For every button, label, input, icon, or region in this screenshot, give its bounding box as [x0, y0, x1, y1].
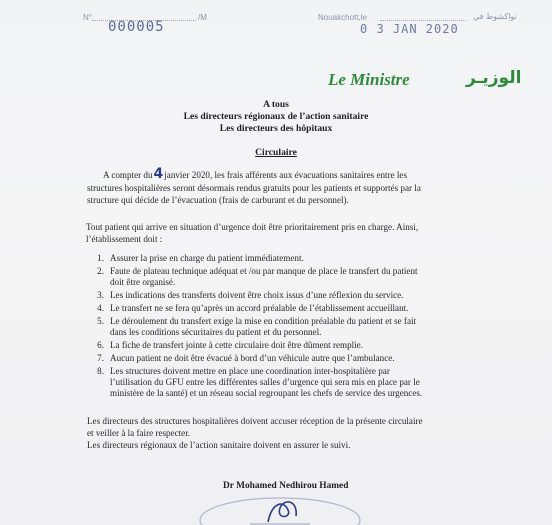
paragraph-2-line-1: Tout patient qui arrive en situation d’urgence doit être prioritairement pris en charge. Ainsi,: [86, 222, 419, 232]
m-label: /M: [198, 13, 207, 22]
arabic-date-label: نواكشوط في: [473, 12, 517, 21]
closing-line-3: Les directeurs régionaux de l’action sanitaire doivent en assurer le suivi.: [87, 440, 351, 450]
paragraph-2-line-2: l’établissement doit :: [86, 234, 163, 244]
date-stamp: 0 3 JAN 2020: [360, 22, 459, 36]
ministre-title-fr: Le Ministre: [328, 70, 410, 89]
obligations-list: 1. Assurer la prise en charge du patient immédiatement. 2. Faute de plateau technique adéquat et /ou par manque de place le transfert du patient doit être organisé. 3. Les indications des transferts doivent être choix issus d’une réflexion du service. 4. Le transfert ne se fera qu’après un accord préalable de l’établissement accueillant. 5. Le déroulement du transfert exige la mise en condition préalable du patient et se fait dans les conditions sécuritaires du patient et du personnel. 6. La fiche de transfert jointe à cette circulaire doit être dûment remplie. 7. Aucun patient ne doit être évacué à bord d’un véhicule autre que l’ambulance. 8. Les structures doivent mettre en place une coordination inter-hospitalière par l’utilisation du GFU entre les différentes salles d’urgence qui sera mis en place par le ministère de la santé) et un réseau social regroupant les chefs de service des urgences.: [97, 253, 423, 398]
signature-mark-icon: [180, 490, 380, 525]
number-label: N°: [83, 13, 92, 22]
document-type-title: Circulaire: [255, 147, 297, 158]
signatory-name: Dr Mohamed Nedhirou Hamed: [223, 481, 349, 491]
handwritten-day: 4: [153, 166, 164, 182]
paragraph-1-line-3: structure qui décide de l’évacuation (frais de carburant et du personnel).: [87, 195, 349, 205]
document-number: 000005: [108, 19, 165, 35]
ministre-title-ar: الوزيـر: [466, 68, 522, 88]
recipient-line-3: Les directeurs des hôpitaux: [219, 123, 333, 134]
closing-line-1: Les directeurs des structures hospitalières doivent accuser réception de la présente circulaire: [87, 416, 423, 426]
recipient-line-2: Les directeurs régionaux de l’action sanitaire: [183, 111, 369, 122]
paragraph-1-line-1: A compter du4janvier 2020, les frais afférents aux évacuations sanitaires entre les: [103, 166, 408, 182]
city-date-label: Nouakchott,le: [318, 13, 367, 22]
recipient-line-1: A tous: [263, 99, 289, 110]
paragraph-1-line-2: structures hospitalières seront désormais rendus gratuits pour les patients et supportés par la: [87, 183, 421, 193]
date-line: [380, 20, 466, 21]
closing-line-2: et veiller à la faire respecter.: [87, 428, 190, 438]
